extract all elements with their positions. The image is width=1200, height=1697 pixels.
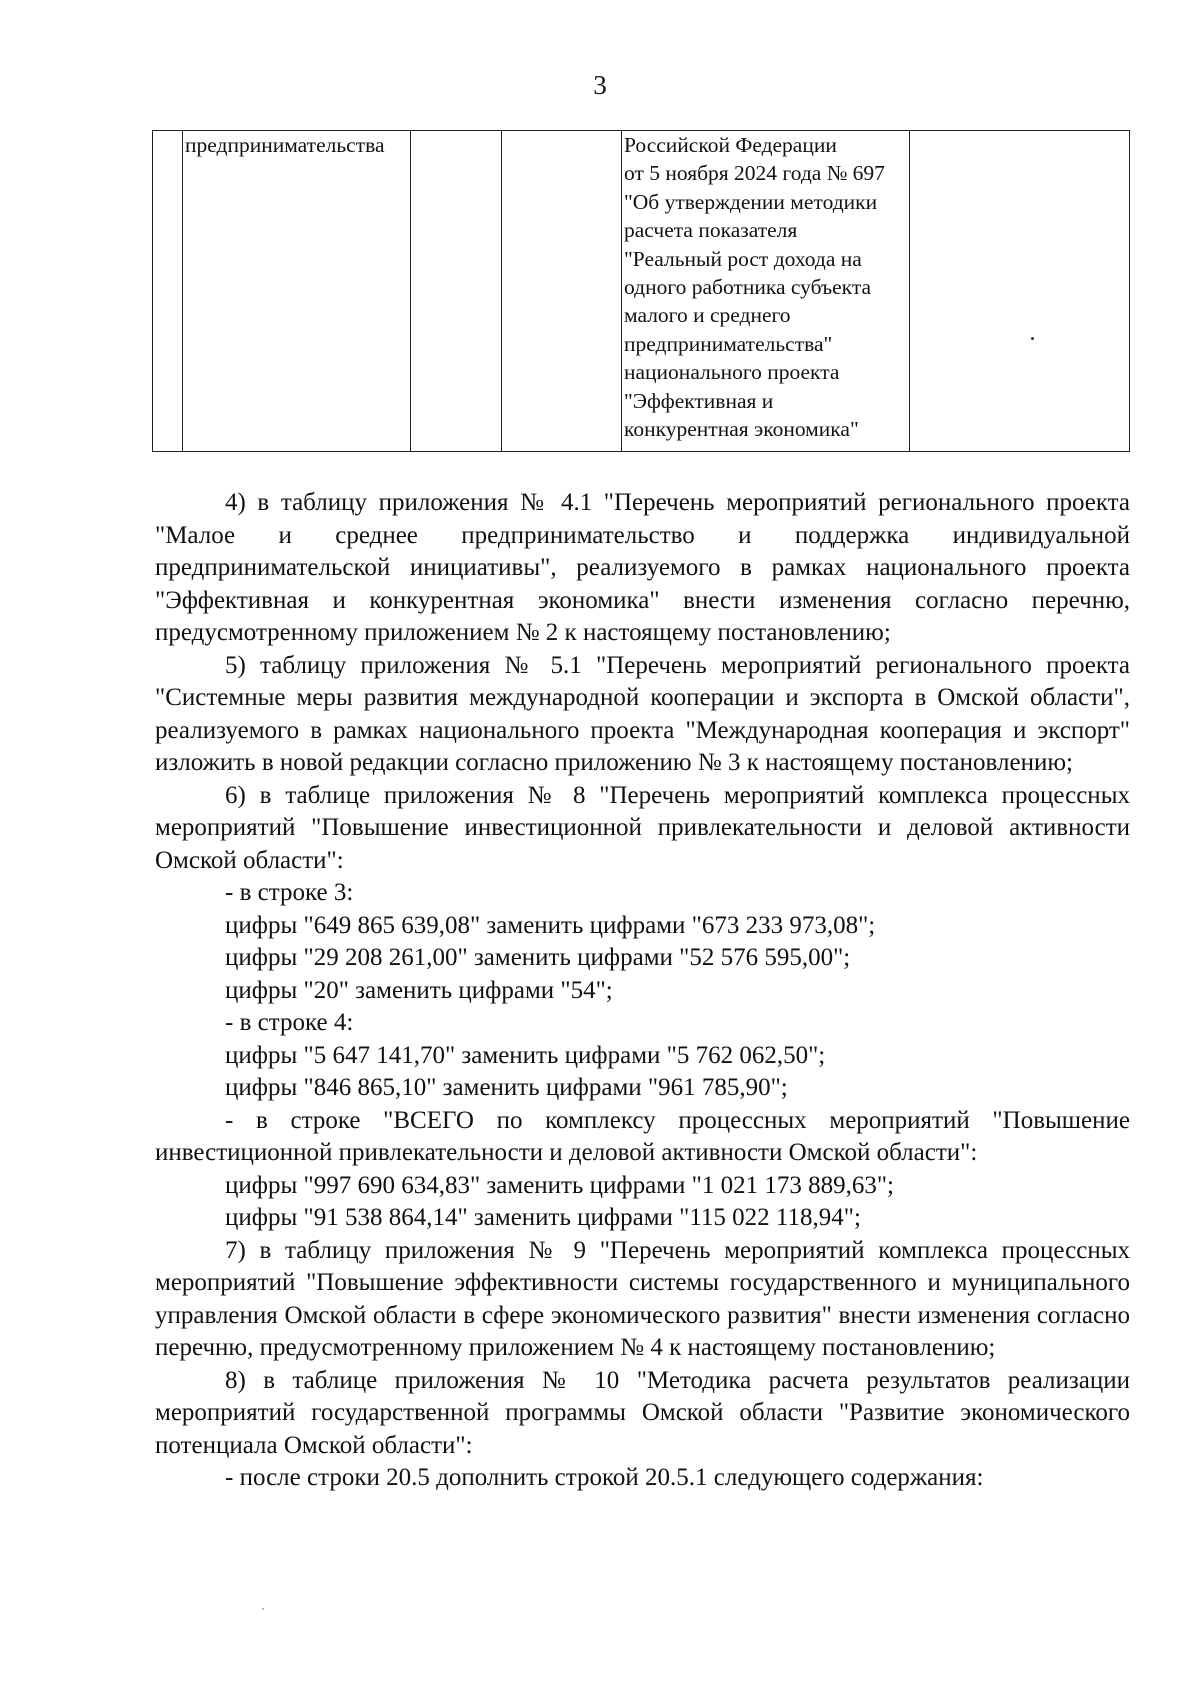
table-cell-document [622, 131, 910, 452]
table-cell-empty [411, 131, 502, 452]
document-line: малого и среднего [624, 303, 791, 328]
paragraph-item-5: 5) таблицу приложения № 5.1 "Перечень мероприятий регионального проекта "Системные меры развития международной кооперации и экспорта в Омской области", реализуемого в рамках национального проекта "Международная кооперация и экспорт" изложить в новой редакции согласно приложению № 3 к настоящему постановлению; [155, 651, 1130, 776]
total-row-heading: - в строке "ВСЕГО по комплексу процессных мероприятий "Повышение инвестиционной привлекательности и деловой активности Омской области": [155, 1106, 1130, 1166]
scan-faint-mark [262, 1608, 264, 1610]
row-3-replacement: цифры "20" заменить цифрами "54"; [225, 976, 613, 1004]
total-row-replacement: цифры "997 690 634,83" заменить цифрами "1 021 173 889,63"; [225, 1171, 894, 1199]
row-4-replacement: цифры "5 647 141,70" заменить цифрами "5 762 062,50"; [225, 1041, 826, 1069]
document-line: одного работника субъекта [624, 275, 872, 300]
paragraph-item-7: 7) в таблицу приложения № 9 "Перечень мероприятий комплекса процессных мероприятий "Повышение эффективности системы государственного и муниципального управления Омской области в сфере экономического развития" внести изменения согласно перечню, предусмотренному приложением № 4 к настоящему постановлению; [155, 1236, 1130, 1361]
row-4-heading: - в строке 4: [225, 1009, 354, 1036]
document-line: конкурентная экономика" [624, 417, 859, 442]
document-line: предпринимательства" [624, 331, 833, 356]
document-line: расчета показателя [624, 218, 798, 243]
table-row [153, 131, 1130, 452]
paragraph-item-6: 6) в таблице приложения № 8 "Перечень мероприятий комплекса процессных мероприятий "Повышение инвестиционной привлекательности и деловой активности Омской области": [155, 781, 1130, 874]
table-cell-empty [502, 131, 622, 452]
document-line: "Реальный рост дохода на [624, 246, 862, 271]
table-cell-number [153, 131, 183, 452]
document-line: от 5 ноября 2024 года № 697 [624, 161, 885, 186]
continuation-table [152, 130, 1130, 452]
table-cell-name-text: предпринимательства [185, 133, 385, 157]
row-3-replacement: цифры "29 208 261,00" заменить цифрами "52 576 595,00"; [225, 944, 851, 971]
table-cell-name [183, 131, 411, 452]
document-line: Российской Федерации [624, 133, 837, 157]
document-line: национального проекта [624, 360, 840, 385]
row-3-replacement: цифры "649 865 639,08" заменить цифрами "673 233 973,08"; [225, 911, 876, 939]
table-cell-empty [910, 131, 1130, 452]
document-line: "Эффективная и [624, 388, 774, 413]
total-row-replacement: цифры "91 538 864,14" заменить цифрами "115 022 118,94"; [225, 1204, 861, 1231]
document-body [155, 487, 1130, 1495]
row-20-5-1-instruction: - после строки 20.5 дополнить строкой 20.5.1 следующего содержания: [225, 1464, 984, 1491]
paragraph-item-8: 8) в таблице приложения № 10 "Методика расчета результатов реализации мероприятий государственной программы Омской области "Развитие экономического потенциала Омской области": [155, 1366, 1130, 1459]
document-line: "Об утверждении методики [624, 189, 878, 214]
page-number: 3 [593, 70, 607, 100]
row-4-replacement: цифры "846 865,10" заменить цифрами "961 785,90"; [225, 1074, 788, 1101]
paragraph-item-4: 4) в таблицу приложения № 4.1 "Перечень мероприятий регионального проекта "Малое и среднее предпринимательство и поддержка индивидуальной предпринимательской инициативы", реализуемого в рамках национального проекта "Эффективная и конкурентная экономика" внести изменения согласно перечню, предусмотренному приложением № 2 к настоящему постановлению; [155, 489, 1130, 646]
scan-dot-mark [1031, 337, 1034, 340]
row-3-heading: - в строке 3: [225, 879, 354, 906]
